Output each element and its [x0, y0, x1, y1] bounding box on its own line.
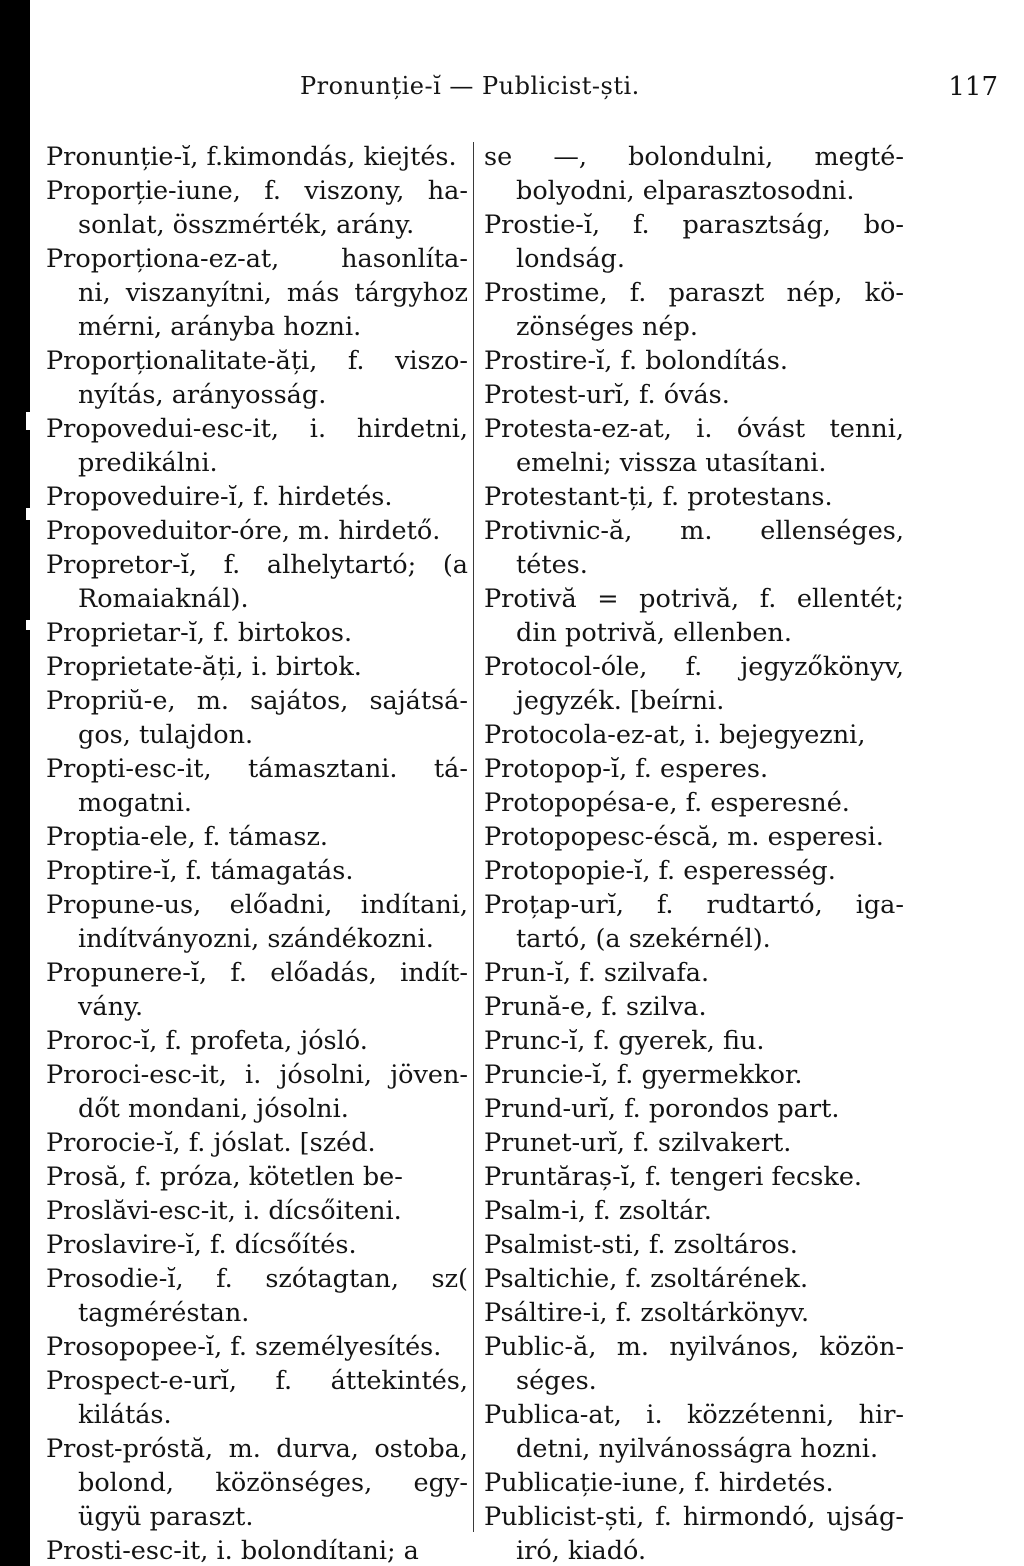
dictionary-entry — [484, 344, 904, 378]
dictionary-entry — [484, 1228, 904, 1262]
entry-headline: Protocol-óle, f. jegyzőkönyv, — [484, 652, 904, 682]
entry-headline: Publica-at, i. közzétenni, hir- — [484, 1400, 904, 1430]
entry-continuation: dőt mondani, jósolni. — [78, 1094, 349, 1124]
entry-headline: Propunere-ĭ, f. előadás, indít- — [46, 958, 468, 988]
entry-headline: Proprietate-ăți, i. birtok. — [46, 652, 362, 682]
column-divider — [473, 142, 474, 1532]
entry-headline: Proporționa-ez-at, hasonlíta- — [46, 244, 468, 274]
dictionary-entry — [46, 650, 468, 684]
dictionary-entry — [46, 888, 468, 956]
entry-headline: Proptia-ele, f. támasz. — [46, 822, 328, 852]
entry-headline: Propti-esc-it, támasztani. tá- — [46, 754, 468, 784]
entry-headline: Prosopopee-ĭ, f. személyesítés. — [46, 1332, 442, 1362]
dictionary-entry — [46, 1432, 468, 1534]
entry-headline: Prund-urĭ, f. porondos part. — [484, 1094, 840, 1124]
dictionary-entry — [484, 140, 904, 208]
entry-continuation: mogatni. — [78, 788, 192, 818]
entry-headline: Psalm-i, f. zsoltár. — [484, 1196, 712, 1226]
dictionary-entry — [484, 1296, 904, 1330]
dictionary-entry — [484, 1330, 904, 1398]
dictionary-entry — [46, 616, 468, 650]
dictionary-entry — [46, 1364, 468, 1432]
entry-headline: Prună-e, f. szilva. — [484, 992, 707, 1022]
dictionary-entry — [484, 480, 904, 514]
entry-headline: Proporționalitate-ăți, f. viszo- — [46, 346, 468, 376]
entry-continuation: tagméréstan. — [78, 1298, 250, 1328]
entry-headline: Psalmist-sti, f. zsoltáros. — [484, 1230, 798, 1260]
dictionary-entry — [484, 752, 904, 786]
dictionary-entry — [46, 854, 468, 888]
entry-headline: Prun-ĭ, f. szilvafa. — [484, 958, 710, 988]
entry-headline: Protopopesc-éscă, m. esperesi. — [484, 822, 884, 852]
entry-headline: Proroci-esc-it, i. jósolni, jöven- — [46, 1060, 468, 1090]
entry-headline: Protopopésa-e, f. esperesné. — [484, 788, 850, 818]
entry-headline: Prostime, f. paraszt nép, kö- — [484, 278, 904, 308]
entry-continuation: vány. — [78, 992, 144, 1022]
dictionary-entry — [484, 1398, 904, 1466]
entry-headline: Protesta-ez-at, i. óvást tenni, — [484, 414, 904, 444]
dictionary-entry — [46, 684, 468, 752]
dictionary-entry — [46, 1534, 468, 1566]
entry-continuation: bolond, közönséges, egy- — [78, 1468, 468, 1498]
dictionary-entry — [46, 1330, 468, 1364]
dictionary-entry — [46, 344, 468, 412]
entry-headline: Psáltire-i, f. zsoltárkönyv. — [484, 1298, 810, 1328]
dictionary-entry — [46, 1126, 468, 1160]
dictionary-entry — [484, 854, 904, 888]
entry-headline: Protopop-ĭ, f. esperes. — [484, 754, 769, 784]
dictionary-entry — [484, 888, 904, 956]
entry-continuation: bolyodni, elparasztosodni. — [516, 176, 855, 206]
entry-headline: Prosodie-ĭ, f. szótagtan, sz( — [46, 1264, 468, 1294]
entry-headline: Propoveduire-ĭ, f. hirdetés. — [46, 482, 393, 512]
entry-headline: Proțap-urĭ, f. rudtartó, iga- — [484, 890, 904, 920]
entry-headline: Protopopie-ĭ, f. esperesség. — [484, 856, 836, 886]
dictionary-entry — [484, 1092, 904, 1126]
dictionary-entry — [46, 1160, 468, 1194]
dictionary-entry — [484, 1160, 904, 1194]
dictionary-entry — [484, 1262, 904, 1296]
entry-headline: Proprietar-ĭ, f. birtokos. — [46, 618, 353, 648]
running-head: Pronunție-ĭ — Publicist-ști. — [300, 72, 640, 100]
dictionary-entry — [484, 1058, 904, 1092]
entry-headline: Publicație-iune, f. hirdetés. — [484, 1468, 834, 1498]
dictionary-entry — [46, 1058, 468, 1126]
entry-headline: Protocola-ez-at, i. bejegyezni, — [484, 720, 866, 750]
dictionary-entry — [46, 514, 468, 548]
dictionary-entry — [46, 956, 468, 1024]
entry-continuation: iró, kiadó. — [516, 1536, 647, 1566]
dictionary-entry — [46, 1194, 468, 1228]
dictionary-entry — [484, 1500, 904, 1566]
entry-continuation: din potrivă, ellenben. — [516, 618, 792, 648]
entry-continuation: kilátás. — [78, 1400, 172, 1430]
entry-continuation: predikálni. — [78, 448, 218, 478]
entry-headline: Psaltichie, f. zsoltárének. — [484, 1264, 809, 1294]
entry-continuation: sonlat, összmérték, arány. — [78, 210, 415, 240]
dictionary-entry — [46, 820, 468, 854]
dictionary-entry — [46, 242, 468, 344]
entry-headline: Pronunție-ĭ, f.kimondás, kiejtés. — [46, 142, 457, 172]
entry-headline: Propretor-ĭ, f. alhelytartó; (a — [46, 550, 468, 580]
dictionary-entry — [484, 990, 904, 1024]
dictionary-entry — [484, 208, 904, 276]
entry-headline: se —, bolondulni, megté- — [484, 142, 904, 172]
entry-headline: Propoveduitor-óre, m. hirdető. — [46, 516, 441, 546]
dictionary-entry — [46, 412, 468, 480]
entry-headline: Protivă = potrivă, f. ellentét; — [484, 584, 904, 614]
entry-continuation: tétes. — [516, 550, 588, 580]
entry-headline: Prospect-e-urĭ, f. áttekintés, — [46, 1366, 468, 1396]
entry-continuation: mérni, arányba hozni. — [78, 312, 362, 342]
dictionary-entry — [46, 1262, 468, 1330]
entry-continuation: tartó, (a szekérnél). — [516, 924, 771, 954]
dictionary-entry — [484, 1466, 904, 1500]
entry-headline: Proptire-ĭ, f. támagatás. — [46, 856, 354, 886]
entry-continuation: jegyzék. [beírni. — [516, 686, 725, 716]
entry-headline: Prunet-urĭ, f. szilvakert. — [484, 1128, 792, 1158]
entry-headline: Proroc-ĭ, f. profeta, jósló. — [46, 1026, 368, 1056]
right-column — [484, 140, 904, 1566]
entry-headline: Proslăvi-esc-it, i. dícsőiteni. — [46, 1196, 402, 1226]
entry-headline: Prostie-ĭ, f. parasztság, bo- — [484, 210, 904, 240]
entry-headline: Prostire-ĭ, f. bolondítás. — [484, 346, 788, 376]
entry-headline: Proslavire-ĭ, f. dícsőítés. — [46, 1230, 357, 1260]
entry-headline: Protivnic-ă, m. ellenséges, — [484, 516, 904, 546]
dictionary-entry — [484, 956, 904, 990]
entry-continuation: gos, tulajdon. — [78, 720, 254, 750]
dictionary-entry — [484, 718, 904, 752]
entry-headline: Prosă, f. próza, kötetlen be- — [46, 1162, 403, 1192]
entry-continuation: emelni; vissza utasítani. — [516, 448, 827, 478]
entry-continuation: indítványozni, szándékozni. — [78, 924, 434, 954]
entry-headline: Proporție-iune, f. viszony, ha- — [46, 176, 468, 206]
dictionary-entry — [484, 514, 904, 582]
dictionary-entry — [46, 174, 468, 242]
dictionary-entry — [484, 650, 904, 718]
scan-artifact — [26, 412, 38, 430]
entry-continuation: londság. — [516, 244, 625, 274]
dictionary-entry — [46, 1228, 468, 1262]
dictionary-entry — [46, 140, 468, 174]
left-column — [46, 140, 468, 1566]
dictionary-entry — [484, 412, 904, 480]
entry-headline: Protestant-ți, f. protestans. — [484, 482, 833, 512]
entry-continuation: Romaiaknál). — [78, 584, 249, 614]
dictionary-entry — [484, 820, 904, 854]
dictionary-entry — [484, 786, 904, 820]
dictionary-entry — [484, 1194, 904, 1228]
entry-headline: Pruncie-ĭ, f. gyermekkor. — [484, 1060, 803, 1090]
dictionary-entry — [46, 480, 468, 514]
dictionary-entry — [484, 582, 904, 650]
entry-headline: Propune-us, előadni, indítani, — [46, 890, 468, 920]
dictionary-entry — [46, 1024, 468, 1058]
dictionary-entry — [46, 752, 468, 820]
dictionary-entry — [46, 548, 468, 616]
entry-headline: Propovedui-esc-it, i. hirdetni, — [46, 414, 468, 444]
entry-continuation: nyítás, arányosság. — [78, 380, 327, 410]
entry-continuation: ni, viszanyítni, más tárgyhoz — [78, 278, 468, 308]
entry-headline: Propriŭ-e, m. sajátos, sajátsá- — [46, 686, 468, 716]
scan-left-edge — [0, 0, 30, 1566]
entry-headline: Prost-próstă, m. durva, ostoba, — [46, 1434, 468, 1464]
dictionary-entry — [484, 1024, 904, 1058]
entry-continuation: detni, nyilvánosságra hozni. — [516, 1434, 879, 1464]
entry-headline: Publicist-ști, f. hirmondó, ujság- — [484, 1502, 904, 1532]
entry-headline: Public-ă, m. nyilvános, közön- — [484, 1332, 904, 1362]
dictionary-entry — [484, 1126, 904, 1160]
entry-continuation: zönséges nép. — [516, 312, 698, 342]
entry-headline: Pruntăraș-ĭ, f. tengeri fecske. — [484, 1162, 863, 1192]
dictionary-entry — [484, 276, 904, 344]
page-number: 117 — [948, 72, 998, 102]
entry-continuation: ügyü paraszt. — [78, 1502, 254, 1532]
scan-artifact — [26, 508, 38, 520]
entry-headline: Prorocie-ĭ, f. jóslat. [széd. — [46, 1128, 376, 1158]
entry-headline: Protest-urĭ, f. óvás. — [484, 380, 730, 410]
entry-headline: Prunc-ĭ, f. gyerek, fiu. — [484, 1026, 765, 1056]
scan-artifact — [26, 620, 38, 630]
dictionary-entry — [484, 378, 904, 412]
entry-continuation: séges. — [516, 1366, 597, 1396]
entry-headline: Prosti-esc-it, i. bolondítani; a — [46, 1536, 419, 1566]
